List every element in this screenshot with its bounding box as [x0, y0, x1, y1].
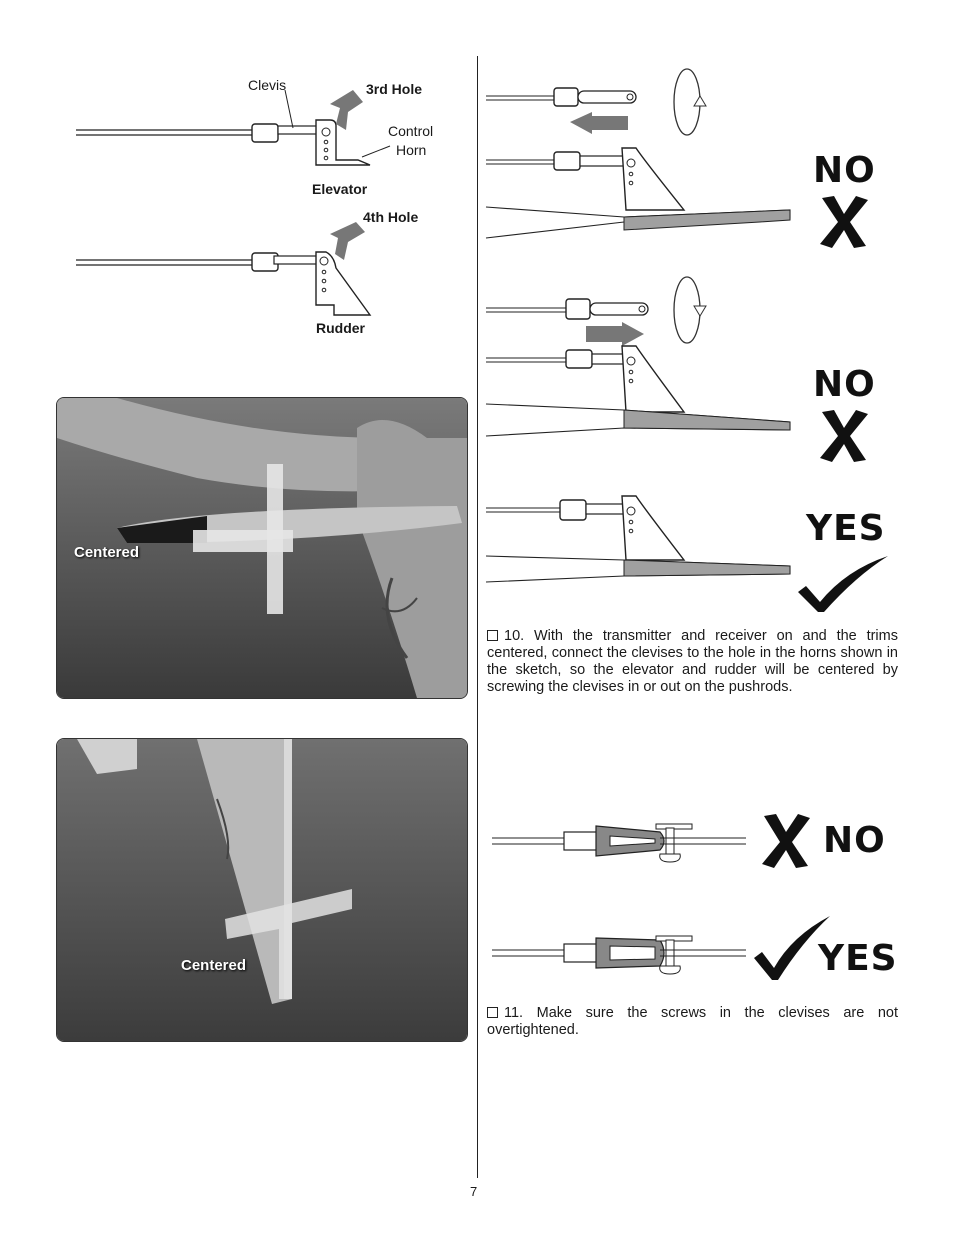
- rudder-centered-photo: [56, 738, 468, 1042]
- clevis-adjust-diagram: [484, 60, 804, 600]
- arrow-icon: [586, 322, 644, 346]
- third-hole-label: 3rd Hole: [366, 81, 423, 97]
- elevator-centered-photo: [56, 397, 468, 699]
- arrow-icon: [570, 112, 628, 134]
- x-mark-icon: [760, 812, 812, 870]
- arrow-icon: [330, 222, 365, 260]
- clevis-screw-out-linkage: [486, 69, 706, 135]
- checkbox-icon[interactable]: [487, 1007, 498, 1018]
- elevator-label: Elevator: [312, 181, 368, 197]
- correct-clevis: [492, 936, 746, 974]
- control-horn-label-2: Horn: [396, 142, 427, 158]
- rudder-centered-caption: Centered: [181, 957, 247, 974]
- clevis-screw-in-linkage: [486, 277, 706, 346]
- elevator-centered-caption: Centered: [74, 544, 140, 561]
- verdict-no-2: NO: [813, 364, 876, 405]
- page-number: 7: [470, 1184, 478, 1199]
- rotate-icon: [674, 69, 706, 135]
- step-11-text: 11. Make sure the screws in the clevises are not overtightened.: [487, 1005, 898, 1038]
- verdict-yes-1: YES: [806, 508, 886, 549]
- step-10-text: 10. With the transmitter and receiver on and the trims centered, connect the clevises to the hole in the horns shown in the sketch, so the elevator and rudder will be centered by screwing the clevises in or out on the pushrods.: [487, 628, 898, 695]
- clevis-screw-diagram: [490, 818, 750, 978]
- column-divider: [477, 56, 478, 1178]
- fourth-hole-label: 4th Hole: [363, 209, 419, 225]
- rotate-icon: [674, 277, 706, 343]
- rudder-linkage: [76, 222, 370, 315]
- x-mark-icon: [818, 194, 870, 250]
- control-horn-label-1: Control: [388, 123, 434, 139]
- rudder-label: Rudder: [316, 320, 365, 336]
- step-10: [487, 628, 898, 696]
- clevis-centered-linkage: [486, 496, 790, 582]
- verdict-yes-2: YES: [818, 938, 898, 979]
- check-mark-icon: [796, 552, 892, 614]
- x-mark-icon: [818, 408, 870, 464]
- elevator-linkage: [76, 90, 390, 165]
- verdict-no-1: NO: [813, 150, 876, 191]
- verdict-no-3: NO: [823, 820, 886, 861]
- clevis-label: Clevis: [248, 77, 287, 93]
- overtightened-clevis: [492, 824, 746, 862]
- checkbox-icon[interactable]: [487, 630, 498, 641]
- step-11: [487, 1005, 898, 1039]
